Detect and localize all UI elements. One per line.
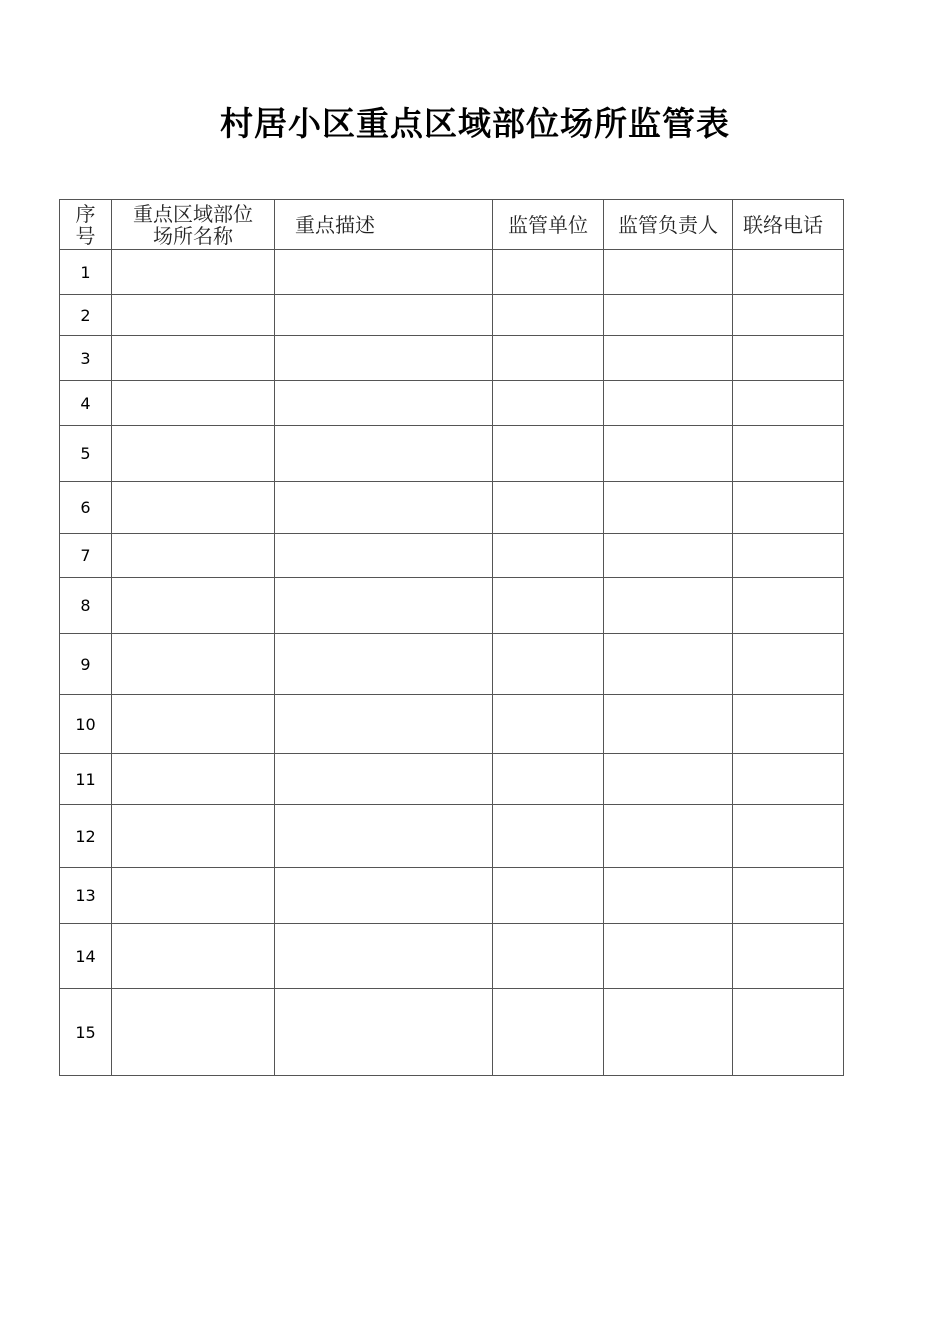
cell-unit[interactable]: [493, 336, 604, 381]
cell-area-name[interactable]: [112, 534, 275, 578]
cell-description[interactable]: [275, 805, 493, 868]
cell-description[interactable]: [275, 534, 493, 578]
header-description-label: 重点描述: [295, 212, 375, 237]
cell-area-name[interactable]: [112, 336, 275, 381]
cell-unit[interactable]: [493, 381, 604, 426]
cell-person[interactable]: [604, 295, 733, 336]
cell-phone[interactable]: [733, 426, 844, 482]
cell-phone[interactable]: [733, 924, 844, 989]
cell-person[interactable]: [604, 482, 733, 534]
cell-person[interactable]: [604, 754, 733, 805]
cell-unit[interactable]: [493, 754, 604, 805]
row-number: 12: [60, 805, 112, 868]
row-number: 9: [60, 634, 112, 695]
cell-phone[interactable]: [733, 250, 844, 295]
cell-area-name[interactable]: [112, 381, 275, 426]
cell-area-name[interactable]: [112, 578, 275, 634]
cell-description[interactable]: [275, 295, 493, 336]
table-row: [60, 695, 844, 754]
cell-phone[interactable]: [733, 534, 844, 578]
cell-area-name[interactable]: [112, 754, 275, 805]
cell-person[interactable]: [604, 868, 733, 924]
cell-phone[interactable]: [733, 381, 844, 426]
table-row: [60, 381, 844, 426]
cell-phone[interactable]: [733, 336, 844, 381]
row-number: 8: [60, 578, 112, 634]
row-number: 13: [60, 868, 112, 924]
table-row: [60, 805, 844, 868]
table-row: [60, 295, 844, 336]
table-row: [60, 924, 844, 989]
row-number: 2: [60, 295, 112, 336]
cell-person[interactable]: [604, 381, 733, 426]
row-number: 1: [60, 250, 112, 295]
cell-area-name[interactable]: [112, 695, 275, 754]
table-row: [60, 578, 844, 634]
supervision-table: [59, 199, 844, 1076]
cell-phone[interactable]: [733, 295, 844, 336]
cell-unit[interactable]: [493, 534, 604, 578]
cell-phone[interactable]: [733, 695, 844, 754]
cell-description[interactable]: [275, 426, 493, 482]
cell-unit[interactable]: [493, 868, 604, 924]
cell-unit[interactable]: [493, 634, 604, 695]
cell-unit[interactable]: [493, 695, 604, 754]
row-number: 7: [60, 534, 112, 578]
cell-area-name[interactable]: [112, 634, 275, 695]
table-row: [60, 482, 844, 534]
header-row: [60, 200, 844, 250]
table-row: [60, 989, 844, 1076]
cell-phone[interactable]: [733, 805, 844, 868]
cell-unit[interactable]: [493, 250, 604, 295]
cell-person[interactable]: [604, 695, 733, 754]
cell-description[interactable]: [275, 578, 493, 634]
row-number: 15: [60, 989, 112, 1076]
cell-person[interactable]: [604, 578, 733, 634]
cell-phone[interactable]: [733, 578, 844, 634]
cell-unit[interactable]: [493, 989, 604, 1076]
table-row: [60, 426, 844, 482]
cell-description[interactable]: [275, 482, 493, 534]
cell-phone[interactable]: [733, 634, 844, 695]
header-seq: [60, 200, 112, 250]
header-area-name-line1: 重点区域部位: [133, 201, 253, 226]
cell-phone[interactable]: [733, 989, 844, 1076]
row-number: 14: [60, 924, 112, 989]
cell-person[interactable]: [604, 924, 733, 989]
cell-person[interactable]: [604, 250, 733, 295]
header-person-label: 监管负责人: [618, 212, 718, 237]
cell-description[interactable]: [275, 250, 493, 295]
cell-area-name[interactable]: [112, 295, 275, 336]
cell-unit[interactable]: [493, 426, 604, 482]
header-unit: [493, 200, 604, 250]
cell-unit[interactable]: [493, 924, 604, 989]
cell-area-name[interactable]: [112, 924, 275, 989]
cell-unit[interactable]: [493, 805, 604, 868]
cell-description[interactable]: [275, 868, 493, 924]
cell-area-name[interactable]: [112, 868, 275, 924]
cell-area-name[interactable]: [112, 989, 275, 1076]
cell-phone[interactable]: [733, 754, 844, 805]
table-row: [60, 250, 844, 295]
cell-area-name[interactable]: [112, 482, 275, 534]
cell-phone[interactable]: [733, 482, 844, 534]
cell-area-name[interactable]: [112, 250, 275, 295]
row-number: 5: [60, 426, 112, 482]
cell-area-name[interactable]: [112, 426, 275, 482]
row-number: 11: [60, 754, 112, 805]
header-phone: [733, 200, 844, 250]
header-person: [604, 200, 733, 250]
page-title: 村居小区重点区域部位场所监管表: [220, 104, 730, 143]
table-row: [60, 754, 844, 805]
row-number: 3: [60, 336, 112, 381]
cell-description[interactable]: [275, 924, 493, 989]
row-number: 10: [60, 695, 112, 754]
table-row: [60, 336, 844, 381]
cell-description[interactable]: [275, 695, 493, 754]
table-row: [60, 634, 844, 695]
header-area-name: [112, 200, 275, 250]
table-row: [60, 534, 844, 578]
cell-unit[interactable]: [493, 578, 604, 634]
row-number: 4: [60, 381, 112, 426]
cell-person[interactable]: [604, 534, 733, 578]
table-row: [60, 868, 844, 924]
cell-person[interactable]: [604, 989, 733, 1076]
cell-person[interactable]: [604, 805, 733, 868]
cell-description[interactable]: [275, 989, 493, 1076]
header-unit-label: 监管单位: [508, 212, 588, 237]
cell-person[interactable]: [604, 634, 733, 695]
cell-person[interactable]: [604, 336, 733, 381]
cell-unit[interactable]: [493, 482, 604, 534]
cell-area-name[interactable]: [112, 805, 275, 868]
cell-phone[interactable]: [733, 868, 844, 924]
cell-unit[interactable]: [493, 295, 604, 336]
cell-person[interactable]: [604, 426, 733, 482]
cell-description[interactable]: [275, 381, 493, 426]
header-description: [275, 200, 493, 250]
cell-description[interactable]: [275, 634, 493, 695]
cell-description[interactable]: [275, 754, 493, 805]
header-seq-label: 序号: [75, 201, 96, 248]
header-area-name-line2: 场所名称: [153, 223, 233, 248]
header-phone-label: 联络电话: [743, 212, 823, 237]
row-number: 6: [60, 482, 112, 534]
cell-description[interactable]: [275, 336, 493, 381]
